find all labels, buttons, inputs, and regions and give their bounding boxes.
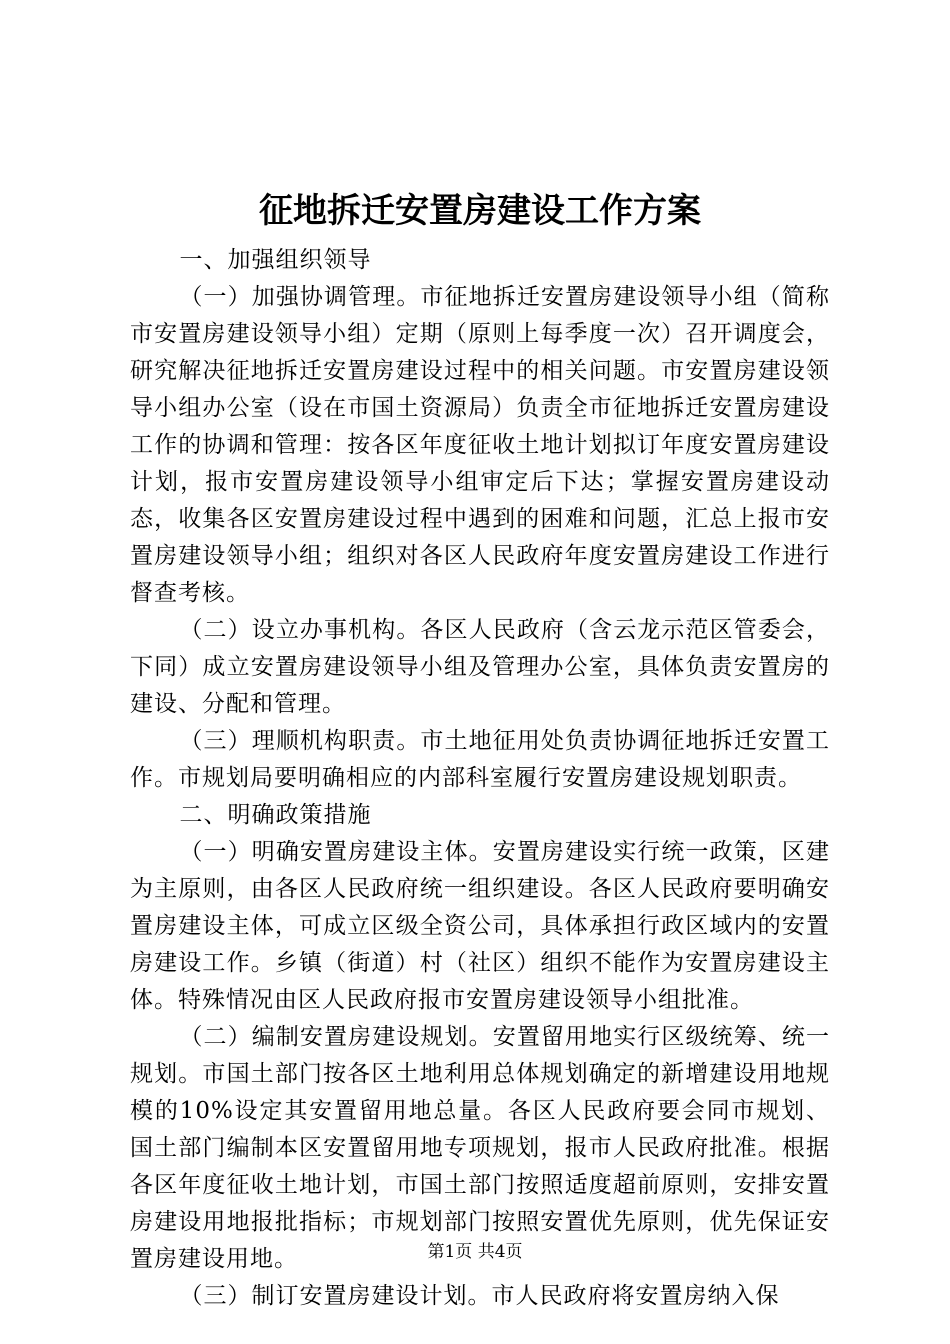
section-heading: 二、明确政策措施 — [179, 802, 372, 828]
document-page — [130, 180, 830, 1315]
paragraph: （二）设立办事机构。各区人民政府（含云龙示范区管委会，下同）成立安置房建设领导小组及管理办公室，具体负责安置房的建设、分配和管理。 — [130, 617, 830, 717]
paragraph: （一）加强协调管理。市征地拆迁安置房建设领导小组（简称市安置房建设领导小组）定期（原则上每季度一次）召开调度会，研究解决征地拆迁安置房建设过程中的相关问题。市安置房建设领导小组办公室（设在市国土资源局）负责全市征地拆迁安置房建设工作的协调和管理：按各区年度征收土地计划拟订年度安置房建设计划，报市安置房建设领导小组审定后下达；掌握安置房建设动态，收集各区安置房建设过程中遇到的困难和问题，汇总上报市安置房建设领导小组；组织对各区人民政府年度安置房建设工作进行督查考核。 — [130, 284, 830, 606]
paragraph: （一）明确安置房建设主体。安置房建设实行统一政策，区建为主原则，由各区人民政府统一组织建设。各区人民政府要明确安置房建设主体，可成立区级全资公司，具体承担行政区域内的安置房建设工作。乡镇（街道）村（社区）组织不能作为安置房建设主体。特殊情况由区人民政府报市安置房建设领导小组批准。 — [130, 839, 830, 1013]
paragraph: （三）理顺机构职责。市土地征用处负责协调征地拆迁安置工作。市规划局要明确相应的内部科室履行安置房建设规划职责。 — [130, 728, 830, 791]
section-heading: 一、加强组织领导 — [179, 247, 372, 273]
document-title: 征地拆迁安置房建设工作方案 — [259, 191, 701, 231]
document-body — [130, 242, 830, 1315]
paragraph: （三）制订安置房建设计划。市人民政府将安置房纳入保 — [179, 1283, 780, 1309]
page-footer: 第1页 共4页 — [427, 1242, 523, 1262]
paragraph: （二）编制安置房建设规划。安置留用地实行区级统筹、统一规划。市国土部门按各区土地利用总体规划确定的新增建设用地规模的10%设定其安置留用地总量。各区人民政府要会同市规划、国土部门编制本区安置留用地专项规划，报市人民政府批准。根据各区年度征收土地计划，市国土部门按照适度超前原则，安排安置房建设用地报批指标；市规划部门按照安置优先原则，优先保证安置房建设用地。 — [130, 1024, 830, 1272]
